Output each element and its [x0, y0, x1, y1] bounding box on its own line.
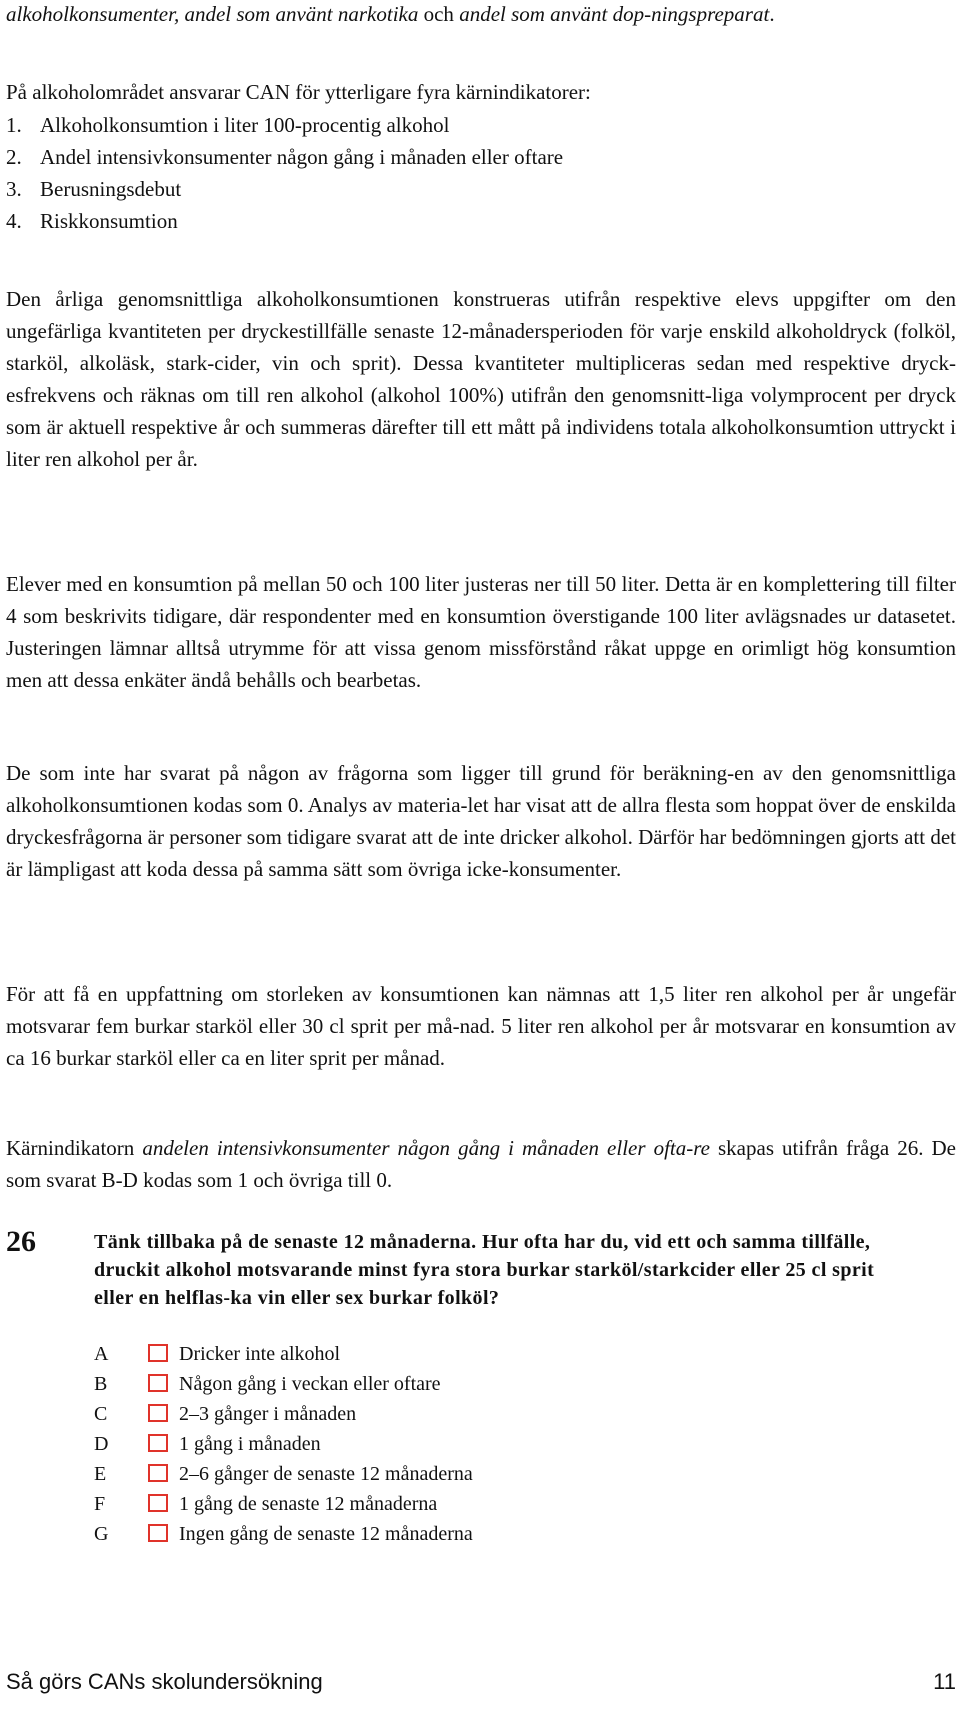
paragraph-volume-examples: För att få en uppfattning om storleken av konsumtionen kan nämnas att 1,5 liter ren alkohol per år ungefär motsvarar fem burkar starköl eller 30 cl sprit per må-nad. 5 liter ren alkohol per år motsvarar en konsumtion av ca 16 burkar starköl eller ca en liter sprit per månad.: [6, 982, 956, 1070]
option-label: Någon gång i veckan eller oftare: [179, 1373, 441, 1395]
option-letter: A: [94, 1343, 109, 1365]
answer-option-b: [6, 1369, 706, 1399]
intro-italic-2: andel som använt dop-ningspreparat: [459, 2, 770, 26]
option-label: 1 gång de senaste 12 månaderna: [179, 1493, 438, 1515]
intro-end: .: [769, 2, 775, 26]
option-letter: F: [94, 1493, 106, 1515]
checkbox-icon[interactable]: [148, 1434, 168, 1452]
option-letter: G: [94, 1523, 109, 1545]
list-item: [6, 141, 563, 173]
answer-option-g: [6, 1519, 706, 1549]
core-indicators-lead: På alkoholområdet ansvarar CAN för ytterligare fyra kärnindikatorer:: [6, 80, 591, 104]
footer-title: Så görs CANs skolundersökning: [6, 1669, 323, 1694]
question-number: 26: [6, 1225, 36, 1258]
checkbox-icon[interactable]: [148, 1344, 168, 1362]
list-item-text: Alkoholkonsumtion i liter 100-procentig alkohol: [40, 113, 450, 137]
option-label: 2–3 gånger i månaden: [179, 1403, 357, 1425]
answer-options: [6, 1339, 706, 1549]
checkbox-icon[interactable]: [148, 1464, 168, 1482]
list-item-number: 4.: [6, 209, 22, 233]
intro-middle: och: [418, 2, 460, 26]
option-letter: B: [94, 1373, 108, 1395]
option-label: Dricker inte alkohol: [179, 1343, 341, 1365]
answer-option-e: [6, 1459, 706, 1489]
answer-option-a: [6, 1339, 706, 1369]
list-item-text: Riskkonsumtion: [40, 209, 178, 233]
core-indicators-list: [6, 109, 563, 237]
p5-end: skapas utifrån fråga 26. De som svarat B-D kodas som 1 och övriga till 0.: [6, 1136, 957, 1192]
paragraph-consumption-method: Den årliga genomsnittliga alkoholkonsumtionen konstrueras utifrån respektive elevs uppgifter om den ungefärliga kvantiteten per dryckestillfälle senaste 12-månadersperioden för varje enskild alkoholdryck (folköl, starköl, alkoläsk, stark-cider, vin och sprit). Dessa kvantiteter multipliceras sedan med respektive dryck-esfrekvens och räknas om till ren alkohol (alkohol 100%) utifrån den genomsnitt-liga volymprocent per dryck som är aktuell respektive år och summeras därefter till ett mått på individens totala alkoholkonsumtion uttryckt i liter ren alkohol per år.: [6, 287, 956, 471]
answer-option-d: [6, 1429, 706, 1459]
option-letter: D: [94, 1433, 109, 1455]
option-label: 1 gång i månaden: [179, 1433, 321, 1455]
option-label: Ingen gång de senaste 12 månaderna: [179, 1523, 473, 1545]
checkbox-icon[interactable]: [148, 1494, 168, 1512]
option-letter: E: [94, 1463, 107, 1485]
checkbox-icon[interactable]: [148, 1524, 168, 1542]
list-item: [6, 205, 563, 237]
answer-option-f: [6, 1489, 706, 1519]
list-item: [6, 173, 563, 205]
question-text: Tänk tillbaka på de senaste 12 månaderna. Hur ofta har du, vid ett och samma tillfälle, druckit alkohol motsvarande minst fyra stora burkar starköl/starkcider eller 25 cl sprit eller en helflas-ka vin eller sex burkar folköl?: [94, 1231, 875, 1309]
checkbox-icon[interactable]: [148, 1374, 168, 1392]
list-item: [6, 109, 563, 141]
list-item-text: Berusningsdebut: [40, 177, 182, 201]
page-number: 11: [933, 1669, 956, 1694]
paragraph-missing-coding: De som inte har svarat på någon av frågorna som ligger till grund för beräkning-en av den genomsnittliga alkoholkonsumtionen kodas som 0. Analys av materia-let har visat att de allra flesta som hoppat över de enskilda dryckesfrågorna är personer som tidigare svarat att de inte dricker alkohol. Därför har bedömningen gjorts att det är lämpligast att koda dessa på samma sätt som övriga icke-konsumenter.: [6, 761, 956, 881]
answer-option-c: [6, 1399, 706, 1429]
paragraph-intensive-indicator: [6, 1132, 956, 1196]
option-label: 2–6 gånger de senaste 12 månaderna: [179, 1463, 473, 1485]
paragraph-adjustment: Elever med en konsumtion på mellan 50 och 100 liter justeras ner till 50 liter. Detta är en komplettering till filter 4 som beskrivits tidigare, där respondenter med en konsumtion överstigande 100 liter avlägsnades ur datasetet. Justeringen lämnar alltså utrymme för att vissa genom missförstånd råkat uppge en orimligt hög konsumtion men att dessa enkäter ändå behålls och bearbetas.: [6, 572, 956, 692]
intro-italic-1: alkoholkonsumenter, andel som använt narkotika: [6, 2, 419, 26]
intro-paragraph: [6, 0, 956, 30]
option-letter: C: [94, 1403, 108, 1425]
p5-italic: andelen intensivkonsumenter någon gång i månaden eller ofta-re: [142, 1136, 710, 1160]
p5-start: Kärnindikatorn: [6, 1136, 143, 1160]
checkbox-icon[interactable]: [148, 1404, 168, 1422]
list-item-number: 3.: [6, 177, 22, 201]
list-item-number: 1.: [6, 113, 22, 137]
list-item-number: 2.: [6, 145, 22, 169]
list-item-text: Andel intensivkonsumenter någon gång i månaden eller oftare: [40, 145, 564, 169]
